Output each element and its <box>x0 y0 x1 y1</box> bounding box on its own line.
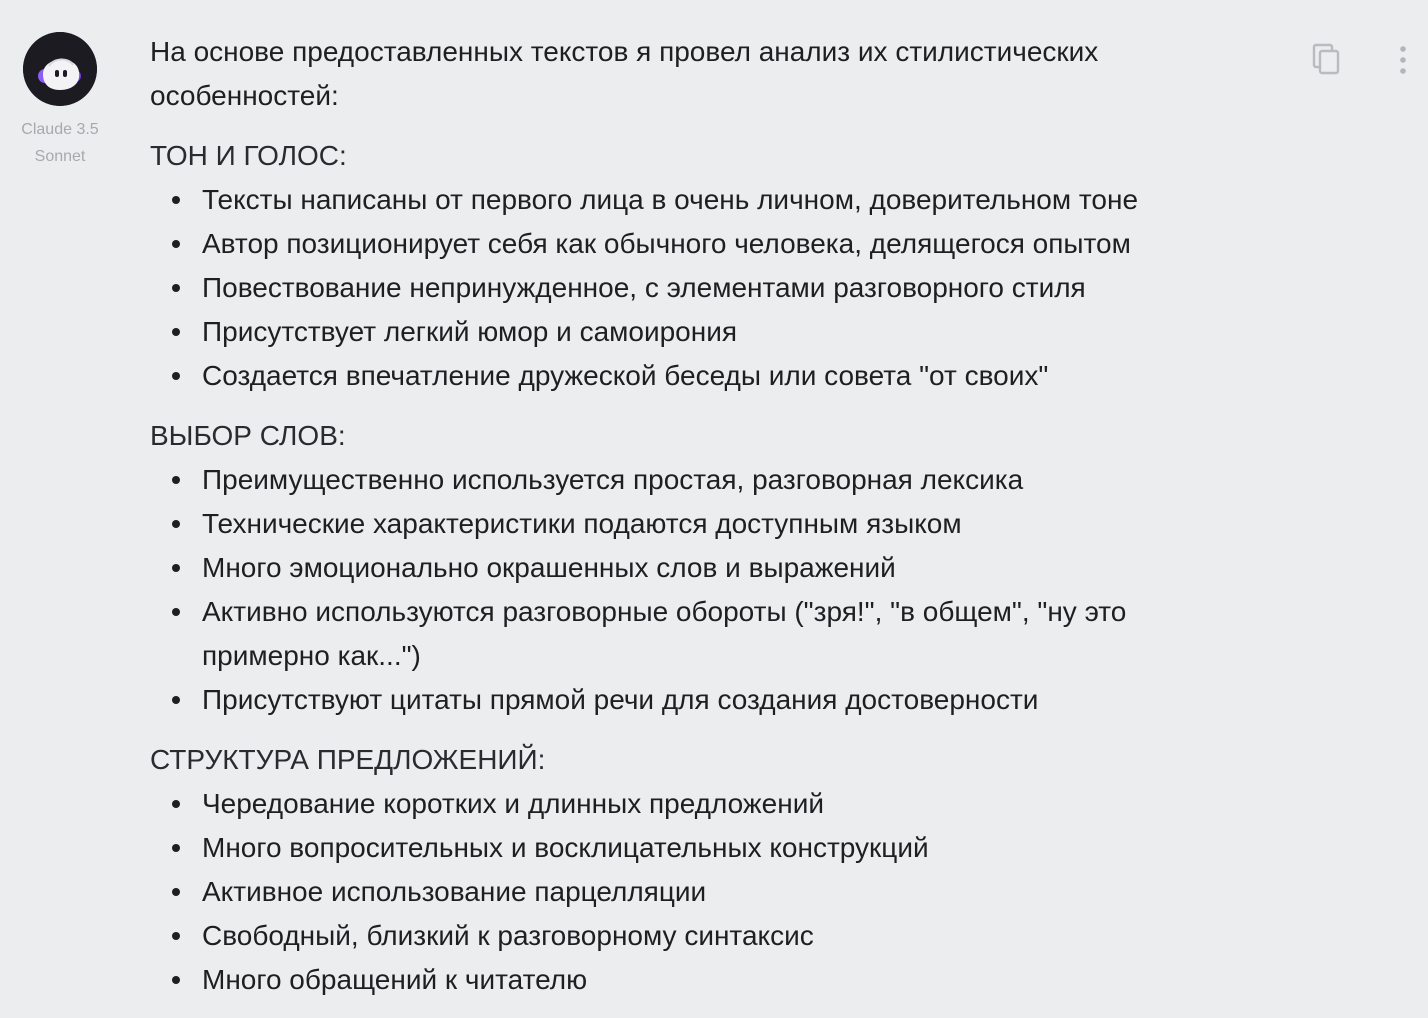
assistant-meta <box>14 32 106 170</box>
copy-button[interactable] <box>1306 40 1346 80</box>
list-item: Технические характеристики подаются доступным языком <box>202 502 1260 546</box>
list-item: Автор позиционирует себя как обычного человека, делящегося опытом <box>202 222 1260 266</box>
more-vertical-icon <box>1399 45 1407 75</box>
list-item: Активно используются разговорные обороты ("зря!", "в общем", "ну это примерно как...") <box>202 590 1260 678</box>
section-title-word-choice: ВЫБОР СЛОВ: <box>150 420 346 451</box>
avatar <box>23 32 97 106</box>
more-options-button[interactable] <box>1390 40 1416 80</box>
message-intro: На основе предоставленных текстов я провел анализ их стилистических особенностей: <box>150 36 1099 111</box>
list-item: Много вопросительных и восклицательных конструкций <box>202 826 1260 870</box>
list-item: Чередование коротких и длинных предложений <box>202 782 1260 826</box>
list-item: Много эмоционально окрашенных слов и выражений <box>202 546 1260 590</box>
list-item: Преимущественно используется простая, разговорная лексика <box>202 458 1260 502</box>
section-title-tone: ТОН И ГОЛОС: <box>150 140 347 171</box>
list-item: Присутствует легкий юмор и самоирония <box>202 310 1260 354</box>
list-item: Свободный, близкий к разговорному синтаксис <box>202 914 1260 958</box>
model-name <box>14 116 106 170</box>
list-item: Много обращений к читателю <box>202 958 1260 1002</box>
copy-icon <box>1310 42 1342 78</box>
list-item: Присутствуют цитаты прямой речи для создания достоверности <box>202 678 1260 722</box>
bot-avatar-icon <box>23 32 97 106</box>
model-name-line2: Sonnet <box>34 148 86 165</box>
model-name-line1: Claude 3.5 <box>21 121 99 138</box>
message-content <box>150 30 1260 1018</box>
message-actions <box>1306 40 1416 80</box>
list-item: Активное использование парцелляции <box>202 870 1260 914</box>
list-item: Повествование непринужденное, с элементами разговорного стиля <box>202 266 1260 310</box>
section-list-word-choice <box>150 458 1260 722</box>
list-item: Тексты написаны от первого лица в очень личном, доверительном тоне <box>202 178 1260 222</box>
section-title-sentence-structure: СТРУКТУРА ПРЕДЛОЖЕНИЙ: <box>150 744 546 775</box>
section-list-tone <box>150 178 1260 398</box>
section-list-sentence-structure <box>150 782 1260 1002</box>
list-item: Создается впечатление дружеской беседы или совета "от своих" <box>202 354 1260 398</box>
